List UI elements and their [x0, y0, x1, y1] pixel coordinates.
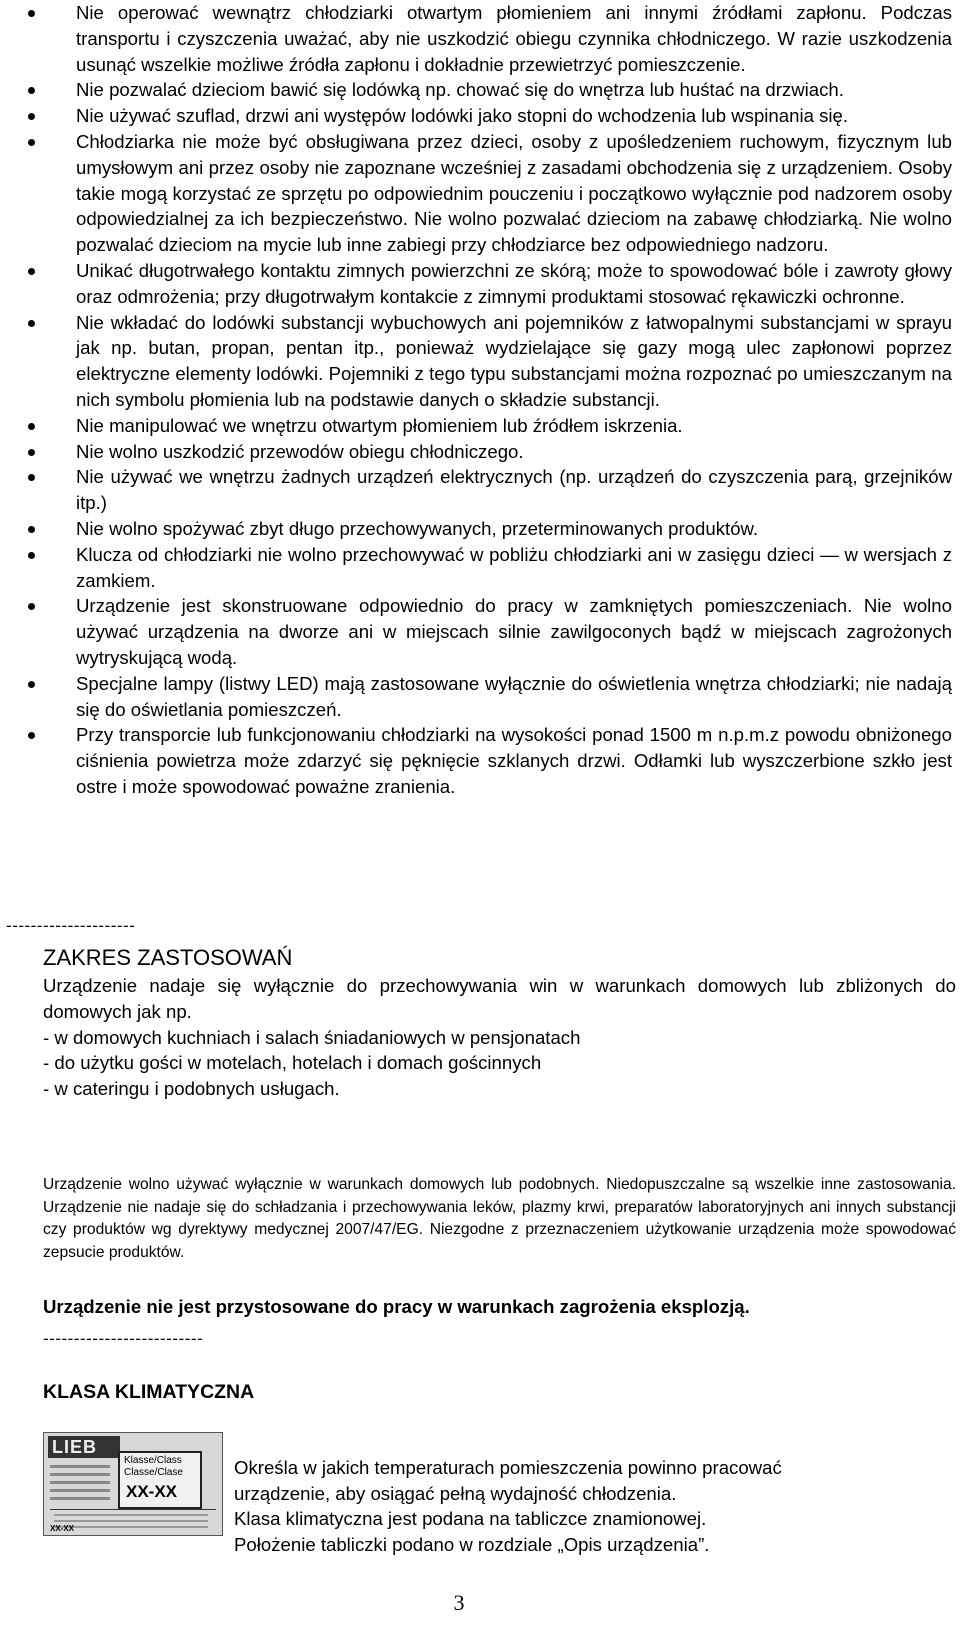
plate-text-lines: [50, 1465, 110, 1505]
zakres-item: - w cateringu i podobnych usługach.: [43, 1078, 340, 1100]
bullet-icon: [28, 732, 35, 739]
bullet-icon: [28, 474, 35, 481]
plate-footer: XX-XX: [50, 1524, 75, 1533]
list-item: [0, 310, 960, 413]
bullet-text: Nie wolno uszkodzić przewodów obiegu chłodniczego.: [76, 440, 524, 462]
bullet-icon: [28, 10, 35, 17]
bullet-icon: [28, 526, 35, 533]
bullet-text: Nie wkładać do lodówki substancji wybuchowych ani pojemników z łatwopalnymi substancjami w sprayu jak np. butan, propan, pentan itp., ponieważ wydzielające się gazy mogą ulec zapłonowi poprzez elektryczne elementy lodówki. Pojemniki z tego typu substancjami można rozpoznać po umieszczanym na nich symbolu płomienia lub na podstawie danych o składzie substancji.: [76, 311, 952, 410]
bullet-icon: [28, 423, 35, 430]
klasa-line: urządzenie, aby osiągać pełną wydajność chłodzenia.: [234, 1482, 677, 1504]
list-item: [0, 413, 960, 439]
zakres-small-text: Urządzenie wolno używać wyłącznie w warunkach domowych lub podobnych. Niedopuszczalne są wszelkie inne zastosowania. Urządzenie nie nadaje się do schładzania i przechowywania leków, plazmy krwi, preparatów laboratoryjnych ani innych substancji czy produktów wg dyrektywy medycznej 2007/47/EG. Niezgodne z przeznaczeniem użytkowanie urządzenia może spowodować zepsucie produktów.: [43, 1176, 956, 1261]
bullet-icon: [28, 268, 35, 275]
zakres-body: [43, 973, 956, 1102]
climate-class-box: [118, 1451, 202, 1509]
brand-logo-text: LIEB: [52, 1437, 98, 1457]
section-divider: --------------------------: [43, 1329, 204, 1348]
bullet-icon: [28, 603, 35, 610]
list-item: [0, 77, 960, 103]
rating-plate-image: [43, 1432, 223, 1536]
bullet-icon: [28, 87, 35, 94]
list-item: [0, 439, 960, 465]
list-item: [0, 516, 960, 542]
bullet-text: Nie operować wewnątrz chłodziarki otwartym płomieniem ani innymi źródłami zapłonu. Podczas transportu i czyszczenia uważać, aby nie uszkodzić obiegu czynnika chłodniczego. W razie uszkodzenia usunąć wszelkie możliwe źródła zapłonu i dokładnie przewietrzyć pomieszczenie.: [76, 2, 952, 75]
zakres-item: - do użytku gości w motelach, hotelach i domach gościnnych: [43, 1052, 542, 1074]
klasa-line: Położenie tabliczki podano w rozdziale „Opis urządzenia”.: [234, 1533, 710, 1555]
list-item: [0, 722, 960, 799]
list-item: [0, 0, 960, 77]
bullet-text: Przy transporcie lub funkcjonowaniu chłodziarki na wysokości ponad 1500 m n.p.m.z powodu obniżonego ciśnienia powietrza może zdarzyć się pęknięcie szklanych drzwi. Odłamki lub wyszczerbione szkło jest ostre i może spowodować poważne zranienia.: [76, 724, 952, 797]
brand-logo: [48, 1436, 120, 1458]
page-number: 3: [453, 1590, 465, 1615]
bullet-text: Nie używać szuflad, drzwi ani występów lodówki jako stopni do wchodzenia lub wspinania się.: [76, 105, 849, 127]
bullet-text: Unikać długotrwałego kontaktu zimnych powierzchni ze skórą; może to spowodować bóle i zawroty głowy oraz odmrożenia; przy długotrwałym kontakcie z zimnymi produktami stosować rękawiczki ochronne.: [76, 259, 952, 307]
zakres-intro: Urządzenie nadaje się wyłącznie do przechowywania win w warunkach domowych lub zbliżonych do domowych jak np.: [43, 975, 956, 1022]
bullet-text: Nie wolno spożywać zbyt długo przechowywanych, przeterminowanych produktów.: [76, 517, 759, 539]
explosion-warning: Urządzenie nie jest przystosowane do pracy w warunkach zagrożenia eksplozją.: [43, 1296, 750, 1317]
bullet-icon: [28, 681, 35, 688]
section-divider: ---------------------: [6, 916, 136, 935]
bullet-text: Klucza od chłodziarki nie wolno przechowywać w pobliżu chłodziarki ani w zasięgu dzieci — w wersjach z zamkiem.: [76, 543, 952, 591]
klasa-line: Klasa klimatyczna jest podana na tabliczce znamionowej.: [234, 1508, 707, 1530]
class-value: XX-XX: [126, 1482, 178, 1501]
klasa-heading: KLASA KLIMATYCZNA: [43, 1381, 255, 1403]
list-item: [0, 258, 960, 310]
class-label: Klasse/Class Classe/Clase: [124, 1455, 183, 1478]
bullet-icon: [28, 449, 35, 456]
list-item: [0, 129, 960, 258]
bullet-icon: [28, 552, 35, 559]
bullet-text: Nie pozwalać dzieciom bawić się lodówką np. chować się do wnętrza lub huśtać na drzwiach.: [76, 79, 844, 101]
bullet-text: Chłodziarka nie może być obsługiwana przez dzieci, osoby z upośledzeniem ruchowym, fizycznym lub umysłowym ani przez osoby nie zapoznane wcześniej z zasadami obchodzenia się z urządzeniem. Osoby takie mogą korzystać ze sprzętu po odpowiednim pouczeniu i początkowo wyłącznie pod nadzorem osoby odpowiedzialnej za ich bezpieczeństwo. Nie wolno pozwalać dzieciom na zabawę chłodziarką. Nie wolno pozwalać dzieciom na mycie lub inne zabiegi przy chłodziarce bez odpowiedniego nadzoru.: [76, 130, 952, 256]
bullet-icon: [28, 320, 35, 327]
zakres-item: - w domowych kuchniach i salach śniadaniowych w pensjonatach: [43, 1026, 581, 1048]
bullet-text: Specjalne lampy (listwy LED) mają zastosowane wyłącznie do oświetlenia wnętrza chłodziarki; nie nadają się do oświetlania pomieszczeń.: [76, 672, 952, 720]
list-item: [0, 464, 960, 516]
plate-grid: [50, 1509, 216, 1532]
list-item: [0, 671, 960, 723]
bullet-icon: [28, 139, 35, 146]
klasa-line: Określa w jakich temperaturach pomieszczenia powinno pracować: [234, 1457, 782, 1478]
zakres-heading: ZAKRES ZASTOSOWAŃ: [43, 945, 293, 970]
list-item: [0, 103, 960, 129]
bullet-text: Nie używać we wnętrzu żadnych urządzeń elektrycznych (np. urządzeń do czyszczenia parą, grzejników itp.): [76, 466, 952, 514]
safety-bullet-list: [0, 0, 960, 800]
klasa-description: [234, 1455, 934, 1557]
list-item: [0, 542, 960, 594]
list-item: [0, 593, 960, 670]
bullet-icon: [28, 113, 35, 120]
bullet-text: Urządzenie jest skonstruowane odpowiednio do pracy w zamkniętych pomieszczeniach. Nie wolno używać urządzenia na dworze ani w miejscach silnie zawilgoconych bądź w miejscach zagrożonych wytryskującą wodą.: [76, 595, 952, 668]
bullet-text: Nie manipulować we wnętrzu otwartym płomieniem lub źródłem iskrzenia.: [76, 414, 683, 436]
